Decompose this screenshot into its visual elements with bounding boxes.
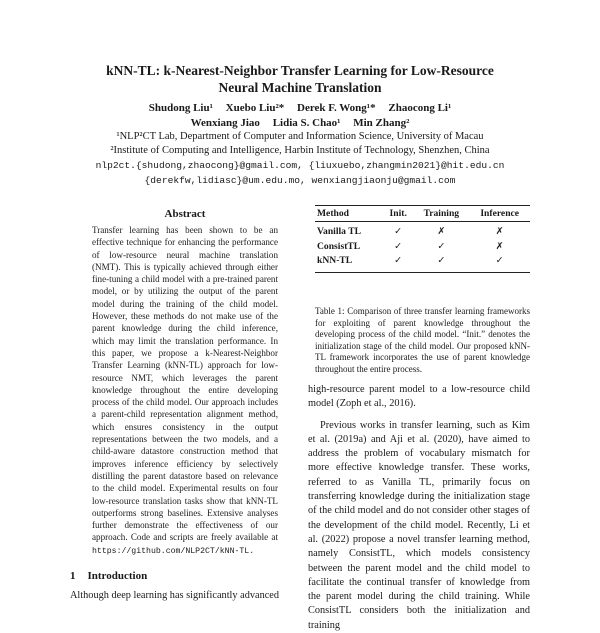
affiliation-2: ²Institute of Computing and Intelligence, Harbin Institute of Technology, Shenzhen, China (110, 145, 490, 156)
comparison-table (315, 205, 530, 273)
affiliation-1: ¹NLP²CT Lab, Department of Computer and Information Science, University of Macau (116, 131, 484, 142)
title-line-2: Neural Machine Translation (218, 80, 382, 95)
abstract-text: Transfer learning has been shown to be an effective technique for enhancing the performance of low-resource neural machine translation (NMT). This is typically achieved through either fine-tuning a child model with a pre-trained parent model, or by utilizing the output of the parent model during the training of the child model. However, these methods do not make use of the parent knowledge during the child inference, which may limit the translation performance. In this paper, we propose a k-Nearest-Neighbor Transfer Learning (kNN-TL) approach for low-resource NMT, which leverages the parent knowledge throughout the entire developing process of the child model. Our approach includes a parent-child representation alignment method, which ensures consistency in the output representations between the two models, and a child-aware datastore construction method that improves inference efficiency by selectively distilling the parent datastore based on relevance to the child model. Experimental results on four low-resource translation tasks show that kNN-TL outperforms strong baselines. Extensive analyses further demonstrate the effectiveness of our approach. Code and scripts are freely available at (92, 225, 278, 543)
author-row-2 (60, 116, 540, 130)
paper-title (60, 62, 540, 96)
abstract-body (92, 224, 278, 558)
title-line-1: kNN-TL: k-Nearest-Neighbor Transfer Learning for Low-Resource (106, 63, 494, 78)
section-heading (70, 570, 147, 582)
author: Xuebo Liu²* (225, 102, 285, 114)
table-cell: kNN-TL (315, 254, 383, 272)
table-header-row (315, 206, 530, 222)
author: Min Zhang² (353, 117, 410, 129)
table-cell: ✓ (469, 254, 530, 272)
table-cell: ✗ (495, 240, 504, 252)
table-header: Method (315, 206, 383, 222)
author: Zhaocong Li¹ (388, 102, 452, 114)
table-cell: ✓ (394, 226, 403, 237)
table-cell: ✗ (495, 226, 504, 237)
table-cell: ✓ (413, 254, 469, 272)
table-cell: ConsistTL (317, 240, 361, 252)
author-row-1 (60, 101, 540, 115)
table-header: Init. (383, 206, 413, 222)
table-row (315, 222, 530, 240)
email-line-2: {derekfw,lidiasc}@um.edu.mo, wenxiangjiaonju@gmail.com (144, 175, 456, 186)
body-paragraph: Previous works in transfer learning, such as Kim et al. (2019a) and Aji et al. (2020), have aimed to address the problem of vocabulary mismatch for more effective knowledge transfer. These works, referred to as Vanilla TL, primarily focus on transferring knowledge during the initialization stage of the child model and do not consider other stages of the development of the child model. Recently, Li et al. (2022) propose a novel transfer learning method, namely ConsistTL, which models consistency between the parent model and the child model to facilitate the continual transfer of knowledge from the parent model during the child training. While ConsistTL considers both the initialization and training (308, 419, 530, 631)
table-caption: Table 1: Comparison of three transfer learning frameworks for exploiting of parent knowledge throughout the developing process of the child model. “Init.” denotes the initialization stage of the child model. Our proposed kNN-TL framework incorporates the use of parent knowledge throughout the entire process. (315, 306, 530, 374)
author: Lidia S. Chao¹ (272, 117, 341, 129)
table-row (315, 254, 530, 272)
author: Shudong Liu¹ (148, 102, 213, 114)
code-link[interactable]: https://github.com/NLP2CT/kNN-TL. (92, 546, 255, 556)
table-cell: ✓ (383, 254, 413, 272)
author: Wenxiang Jiao (190, 117, 260, 129)
table-cell: ✓ (437, 240, 446, 252)
table-header: Inference (469, 206, 530, 222)
table-cell: ✓ (394, 240, 403, 252)
body-paragraph: high-resource parent model to a low-resource child model (Zoph et al., 2016). (308, 384, 530, 410)
table-cell: Vanilla TL (317, 226, 361, 237)
abstract-heading: Abstract (164, 208, 206, 220)
table-header: Training (413, 206, 469, 222)
body-right-column (308, 383, 530, 633)
section-title: Introduction (87, 570, 148, 582)
section-number: 1 (70, 570, 76, 582)
intro-first-line: Although deep learning has significantly advanced (70, 590, 280, 601)
table-cell: ✗ (437, 226, 446, 237)
author: Derek F. Wong¹* (297, 102, 376, 114)
email-line-1: nlp2ct.{shudong,zhaocong}@gmail.com, {liuxuebo,zhangmin2021}@hit.edu.cn (95, 160, 505, 171)
table-row (315, 240, 530, 255)
